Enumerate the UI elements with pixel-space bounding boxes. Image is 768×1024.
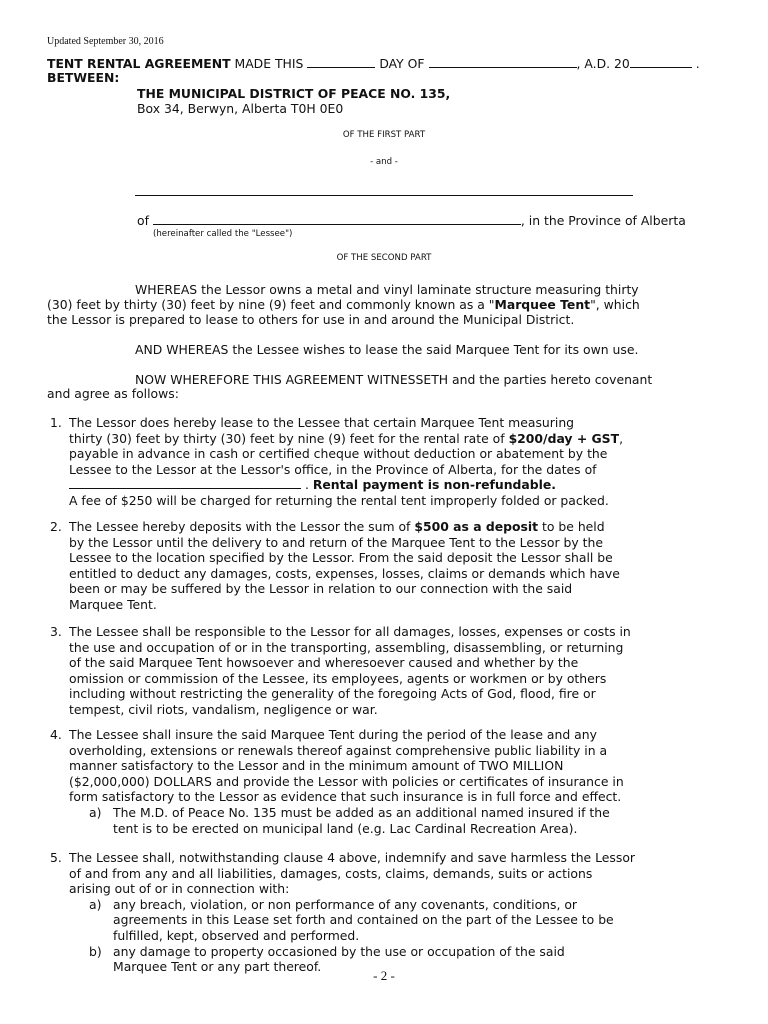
page-number: - 2 - xyxy=(373,968,395,983)
clause-2-number: 2. xyxy=(50,519,62,534)
clause-1-line4: Lessee to the Lessor at the Lessor's office, in the Province of Alberta, for the dates of xyxy=(69,461,597,477)
first-part-label: OF THE FIRST PART xyxy=(342,130,426,140)
clause-1-line2-post: , xyxy=(619,430,624,446)
clause-4-a-label: a) xyxy=(89,804,102,820)
clause-3-number: 3. xyxy=(50,624,62,639)
clause-4-line3: manner satisfactory to the Lessor and in the minimum amount of TWO MILLION xyxy=(69,758,564,774)
clause-2-line1 xyxy=(69,519,727,535)
whereas1-line3: the Lessor is prepared to lease to others for use in and around the Municipal District. xyxy=(47,312,575,327)
year-blank[interactable] xyxy=(630,56,692,68)
between-label: BETWEEN: xyxy=(47,70,120,85)
clause-3-line6: tempest, civil riots, vandalism, negligence or war. xyxy=(69,701,378,717)
clause-1-line5: . Rental payment is non-refundable. xyxy=(69,477,727,493)
marquee-tent-term: Marquee Tent xyxy=(494,297,591,312)
whereas1-line2-post: ", which xyxy=(590,297,640,312)
clause-5-line3: arising out of or in connection with: xyxy=(69,881,290,897)
clause-4-a-line2: tent is to be erected on municipal land (e.g. Lac Cardinal Recreation Area). xyxy=(113,820,578,836)
title-period: . xyxy=(695,56,700,71)
clause-2-line1-post: to be held xyxy=(538,519,605,534)
non-refundable-note: Rental payment is non-refundable. xyxy=(312,477,556,493)
whereas1-line1: WHEREAS the Lessor owns a metal and vinyl laminate structure measuring thirty xyxy=(135,282,639,297)
clause-5-number: 5. xyxy=(50,850,62,865)
clause-5-a-line1: any breach, violation, or non performance of any covenants, conditions, or xyxy=(113,896,578,912)
clause-4-line5: form satisfactory to the Lessor as evidence that such insurance is in full force and effect. xyxy=(69,789,622,805)
clause-5-a-line3: fulfilled, kept, observed and performed. xyxy=(113,927,360,943)
title-line xyxy=(47,56,700,71)
clause-3-line5: including without restricting the generality of the foregoing Acts of God, flood, fire or xyxy=(69,686,596,702)
lessee-address-line xyxy=(137,213,686,228)
lessee-name-blank[interactable] xyxy=(135,195,633,196)
ad-label: , A.D. 20 xyxy=(576,56,630,71)
clause-1-line1: The Lessor does hereby lease to the Lessee that certain Marquee Tent measuring xyxy=(69,415,575,430)
rental-dates-blank[interactable] xyxy=(69,477,301,489)
clause-2-line2: by the Lessor until the delivery to and return of the Marquee Tent to the Lessor by the xyxy=(69,534,603,550)
agreement-title: TENT RENTAL AGREEMENT xyxy=(47,56,231,71)
updated-date: Updated September 30, 2016 xyxy=(47,36,164,47)
day-blank[interactable] xyxy=(307,56,375,68)
clause-2-line1-pre: The Lessee hereby deposits with the Lessor the sum of xyxy=(69,519,415,534)
clause-4-line4: ($2,000,000) DOLLARS and provide the Lessor with policies or certificates of insurance in xyxy=(69,773,624,789)
clause-4 xyxy=(47,727,727,836)
clause-3-line3: of the said Marquee Tent howsoever and wheresoever caused and whether by the xyxy=(69,655,579,671)
and-separator: - and - xyxy=(370,157,398,167)
clause-3 xyxy=(47,624,727,718)
clause-5-line2: of and from any and all liabilities, damages, costs, claims, demands, suits or actions xyxy=(69,865,593,881)
made-this-label: MADE THIS xyxy=(234,56,304,71)
month-blank[interactable] xyxy=(429,56,577,68)
second-part-label: OF THE SECOND PART xyxy=(336,253,432,263)
clause-5-b-line2: Marquee Tent or any part thereof. xyxy=(113,959,322,975)
province-label: , in the Province of Alberta xyxy=(520,213,686,228)
clause-2-line5: been or may be suffered by the Lessor in relation to our connection with the said xyxy=(69,581,573,597)
day-of-label: DAY OF xyxy=(379,56,425,71)
clause-5-a-line2: agreements in this Lease set forth and contained on the part of the Lessee to be xyxy=(113,912,614,928)
clause-5-a-label: a) xyxy=(89,896,102,912)
clause-3-line2: the use and occupation of or in the transporting, assembling, disassembling, or returning xyxy=(69,639,624,655)
clause-5-item-a xyxy=(47,897,727,944)
whereas1-line2 xyxy=(47,297,640,312)
clause-4-number: 4. xyxy=(50,727,62,742)
clause-4-line2: overholding, extensions or renewals thereof against comprehensive public liability in a xyxy=(69,742,608,758)
now-line2: and agree as follows: xyxy=(47,386,179,401)
of-label: of xyxy=(137,213,149,228)
clause-4-item-a xyxy=(47,805,727,836)
clause-2-line4: entitled to deduct any damages, costs, expenses, losses, claims or demands which have xyxy=(69,565,620,581)
clause-4-a-line1: The M.D. of Peace No. 135 must be added as an additional named insured if the xyxy=(113,804,610,820)
clause-3-line4: omission or commission of the Lessee, its employees, agents or workmen or by others xyxy=(69,670,607,686)
whereas1-line2-pre: (30) feet by thirty (30) feet by nine (9) feet and commonly known as a " xyxy=(47,297,495,312)
hereinafter-note: (hereinafter called the "Lessee") xyxy=(153,229,293,239)
whereas2: AND WHEREAS the Lessee wishes to lease the said Marquee Tent for its own use. xyxy=(135,342,639,357)
clause-1-line2 xyxy=(69,431,727,447)
clause-1-line6: A fee of $250 will be charged for returning the rental tent improperly folded or packed. xyxy=(69,492,609,508)
deposit-amount: $500 as a deposit xyxy=(414,519,539,534)
clause-5-line1: The Lessee shall, notwithstanding clause 4 above, indemnify and save harmless the Lessor xyxy=(69,850,635,865)
clause-1-line3: payable in advance in cash or certified cheque without deduction or abatement by the xyxy=(69,446,608,462)
clause-5-b-line1: any damage to property occasioned by the use or occupation of the said xyxy=(113,943,565,959)
clause-5-b-label: b) xyxy=(89,943,102,959)
lessee-address-blank[interactable] xyxy=(153,213,521,225)
clause-5 xyxy=(47,850,727,975)
clause-2 xyxy=(47,519,727,613)
party1-name: THE MUNICIPAL DISTRICT OF PEACE NO. 135, xyxy=(137,86,451,101)
clause-1 xyxy=(47,415,727,509)
now-line1: NOW WHEREFORE THIS AGREEMENT WITNESSETH and the parties hereto covenant xyxy=(135,372,653,387)
party1-address: Box 34, Berwyn, Alberta T0H 0E0 xyxy=(137,101,344,116)
clause-2-line3: Lessee to the location specified by the Lessor. From the said deposit the Lessor shall be xyxy=(69,550,613,566)
clause-1-line2-pre: thirty (30) feet by thirty (30) feet by nine (9) feet for the rental rate of xyxy=(69,430,509,446)
clause-3-line1: The Lessee shall be responsible to the Lessor for all damages, losses, expenses or costs in xyxy=(69,624,631,639)
clause-1-number: 1. xyxy=(50,415,62,430)
clause-2-line6: Marquee Tent. xyxy=(69,596,157,612)
clause-4-line1: The Lessee shall insure the said Marquee Tent during the period of the lease and any xyxy=(69,727,597,742)
rental-rate: $200/day + GST xyxy=(508,430,620,446)
